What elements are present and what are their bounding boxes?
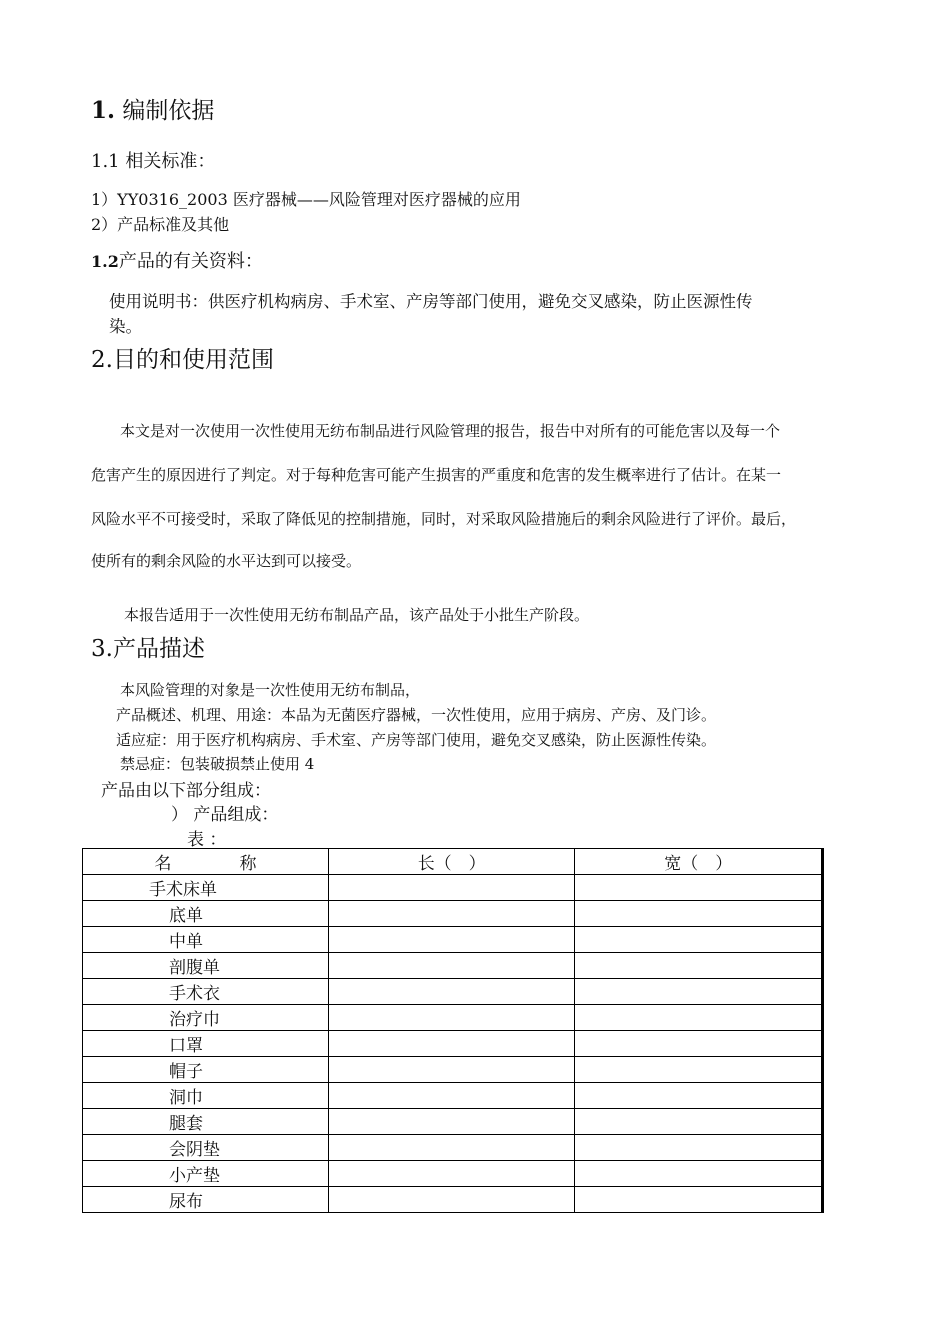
row-width xyxy=(575,1083,823,1109)
purpose-line-3: 风险水平不可接受时，采取了降低见的控制措施，同时，对采取风险措施后的剩余风险进行了评价。最后， xyxy=(91,510,797,528)
row-name: 小产垫 xyxy=(83,1161,329,1187)
row-length xyxy=(328,979,575,1005)
row-width xyxy=(575,1135,823,1161)
row-name: 中单 xyxy=(83,927,329,953)
row-width xyxy=(575,1031,823,1057)
section1-heading xyxy=(91,92,214,125)
subsection-1-2-heading xyxy=(91,247,263,273)
section3-title: 3.产品描述 xyxy=(91,636,205,662)
purpose-line-2: 危害产生的原因进行了判定。对于每种危害可能产生损害的严重度和危害的发生概率进行了估计。在某一 xyxy=(91,466,782,484)
standard-item-2: 2）产品标准及其他 xyxy=(91,215,230,234)
row-length xyxy=(328,875,575,901)
row-width xyxy=(575,1161,823,1187)
description-line-3: 适应症：用于医疗机构病房、手术室、产房等部门使用，避免交叉感染，防止医源性传染。 xyxy=(116,731,717,749)
row-width xyxy=(575,875,823,901)
row-length xyxy=(328,1135,575,1161)
table-row xyxy=(83,875,823,901)
row-length xyxy=(328,1005,575,1031)
row-length xyxy=(328,953,575,979)
description-line-2: 产品概述、机理、用途：本品为无菌医疗器械，一次性使用，应用于病房、产房、及门诊。 xyxy=(116,706,717,724)
row-name: 手术衣 xyxy=(83,979,329,1005)
table-row xyxy=(83,1057,823,1083)
row-length xyxy=(328,1057,575,1083)
purpose-line-4: 使所有的剩余风险的水平达到可以接受。 xyxy=(91,552,362,570)
description-line-4: 禁忌症：包装破损禁止使用 4 xyxy=(120,755,315,773)
row-name: 洞巾 xyxy=(83,1083,329,1109)
manual-text-line1: 使用说明书：供医疗机构病房、手术室、产房等部门使用，避免交叉感染，防止医源性传 xyxy=(109,292,753,311)
row-length xyxy=(328,901,575,927)
row-name: 治疗巾 xyxy=(83,1005,329,1031)
row-width xyxy=(575,901,823,927)
table-row xyxy=(83,1161,823,1187)
row-width xyxy=(575,927,823,953)
row-length xyxy=(328,1161,575,1187)
row-name: 剖腹单 xyxy=(83,953,329,979)
composition-intro: 产品由以下部分组成： xyxy=(101,781,271,801)
row-length xyxy=(328,1187,575,1213)
table-row xyxy=(83,901,823,927)
subsection-1-2-title: 产品的有关资料： xyxy=(118,251,263,272)
row-length xyxy=(328,1031,575,1057)
row-name: 底单 xyxy=(83,901,329,927)
row-width xyxy=(575,1057,823,1083)
row-width xyxy=(575,979,823,1005)
table-row xyxy=(83,1135,823,1161)
table-label: 表 ： xyxy=(187,830,227,850)
row-name: 会阴垫 xyxy=(83,1135,329,1161)
table-row xyxy=(83,1083,823,1109)
section2-title: 2.目的和使用范围 xyxy=(91,347,274,373)
table-row xyxy=(83,979,823,1005)
row-width xyxy=(575,1005,823,1031)
row-name: 手术床单 xyxy=(83,875,329,901)
subsection-1-2-number: 1.2 xyxy=(91,252,119,271)
table-header-row xyxy=(83,849,823,875)
row-width xyxy=(575,1187,823,1213)
composition-label: ） 产品组成： xyxy=(171,805,279,825)
table-row xyxy=(83,927,823,953)
header-length: 长（ ） xyxy=(328,849,575,875)
purpose-line-1: 本文是对一次使用一次性使用无纺布制品进行风险管理的报告，报告中对所有的可能危害以及每一个 xyxy=(120,422,781,440)
section1-number: 1. xyxy=(91,97,116,124)
row-name: 腿套 xyxy=(83,1109,329,1135)
table-row xyxy=(83,1005,823,1031)
row-name: 口罩 xyxy=(83,1031,329,1057)
table-row xyxy=(83,1187,823,1213)
table-row xyxy=(83,953,823,979)
scope-text: 本报告适用于一次性使用无纺布制品产品，该产品处于小批生产阶段。 xyxy=(124,606,590,624)
row-width xyxy=(575,953,823,979)
row-width xyxy=(575,1109,823,1135)
description-line-1: 本风险管理的对象是一次性使用无纺布制品， xyxy=(120,681,421,699)
row-length xyxy=(328,1083,575,1109)
row-name: 尿布 xyxy=(83,1187,329,1213)
standard-item-1: 1）YY0316_2003 医疗器械——风险管理对医疗器械的应用 xyxy=(91,190,521,209)
table-row xyxy=(83,1109,823,1135)
composition-table xyxy=(82,848,824,1213)
manual-text-line2: 染。 xyxy=(109,317,142,336)
header-name: 名 称 xyxy=(83,849,329,875)
table-row xyxy=(83,1031,823,1057)
row-name: 帽子 xyxy=(83,1057,329,1083)
row-length xyxy=(328,927,575,953)
section1-title: 编制依据 xyxy=(122,98,215,124)
header-width: 宽（ ） xyxy=(575,849,823,875)
row-length xyxy=(328,1109,575,1135)
subsection-1-1-title: 1.1 相关标准： xyxy=(91,151,216,172)
